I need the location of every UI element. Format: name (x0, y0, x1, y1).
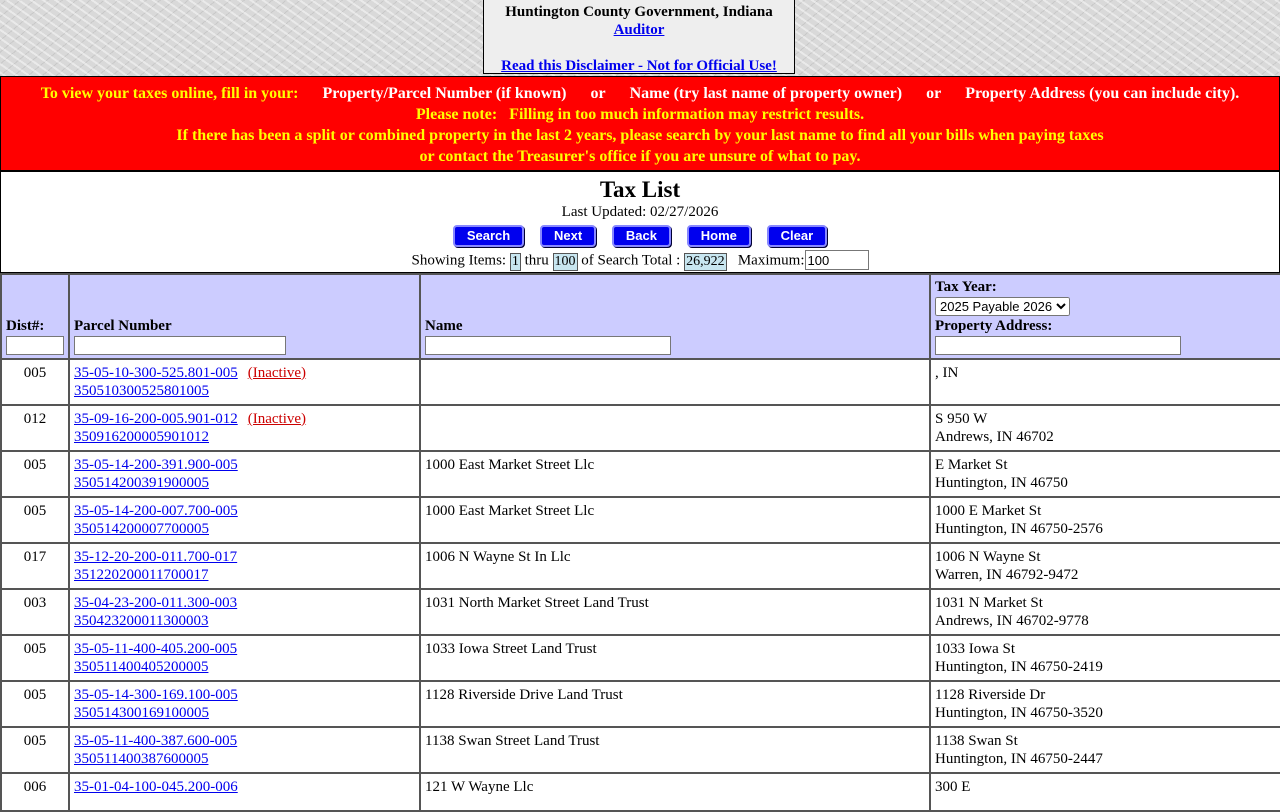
parcel-number-link[interactable]: 35-09-16-200-005.901-012 (74, 411, 238, 427)
address-line-1: 1033 Iowa St (935, 641, 1015, 657)
showing-to: 100 (554, 253, 576, 269)
dist-cell: 005 (1, 727, 69, 773)
property-address-cell (930, 635, 1280, 681)
property-address-cell (930, 359, 1280, 405)
search-total: 26,922 (686, 253, 725, 269)
parcel-number-link[interactable]: 35-05-14-200-391.900-005 (74, 457, 238, 473)
search-button[interactable]: Search (453, 225, 524, 247)
owner-name-cell (420, 359, 930, 405)
owner-name-cell: 1128 Riverside Drive Land Trust (420, 681, 930, 727)
owner-name-cell: 1138 Swan Street Land Trust (420, 727, 930, 773)
tax-year-label: Tax Year: (935, 279, 997, 295)
owner-name-cell: 121 W Wayne Llc (420, 773, 930, 811)
notice-or: or (926, 85, 942, 102)
parcel-id-link[interactable]: 350514200007700005 (74, 521, 209, 537)
dist-cell: 012 (1, 405, 69, 451)
parcel-number-link[interactable]: 35-05-10-300-525.801-005 (74, 365, 238, 381)
parcel-column-header (69, 274, 420, 359)
tax-year-select[interactable] (935, 297, 1070, 316)
action-buttons (1, 225, 1279, 247)
parcel-label: Parcel Number (74, 318, 172, 334)
county-government-title: Huntington County Government, Indiana (505, 4, 773, 20)
last-updated: Last Updated: 02/27/2026 (561, 204, 719, 220)
parcel-id-link[interactable]: 350510300525801005 (74, 383, 209, 399)
inactive-link[interactable]: (Inactive) (247, 365, 307, 381)
name-label: Name (425, 318, 463, 334)
address-line-1: 1031 N Market St (935, 595, 1043, 611)
clear-button[interactable]: Clear (767, 225, 828, 247)
thru-label: thru (524, 252, 549, 269)
notice-line-1 (1, 83, 1279, 104)
address-line-1: S 950 W (935, 411, 988, 427)
parcel-number-link[interactable]: 35-05-14-200-007.700-005 (74, 503, 238, 519)
parcel-number-link[interactable]: 35-12-20-200-011.700-017 (74, 549, 238, 565)
dist-cell: 006 (1, 773, 69, 811)
address-line-2: Huntington, IN 46750-2576 (935, 521, 1103, 537)
address-line-2: Huntington, IN 46750-2447 (935, 751, 1103, 767)
parcel-cell (69, 359, 420, 405)
table-row (1, 681, 1280, 727)
property-address-cell (930, 681, 1280, 727)
parcel-cell (69, 727, 420, 773)
parcel-cell (69, 497, 420, 543)
maximum-label: Maximum: (737, 252, 805, 269)
address-line-1: 1128 Riverside Dr (935, 687, 1046, 703)
parcel-number-link[interactable]: 35-05-14-300-169.100-005 (74, 687, 238, 703)
parcel-id-link[interactable]: 350514200391900005 (74, 475, 209, 491)
back-button[interactable]: Back (612, 225, 671, 247)
table-header-row (1, 274, 1280, 359)
inactive-badge[interactable] (248, 365, 306, 381)
property-address-cell (930, 405, 1280, 451)
address-line-1: 1006 N Wayne St (935, 549, 1041, 565)
dist-filter-input[interactable] (6, 336, 64, 355)
parcel-cell (69, 543, 420, 589)
parcel-cell (69, 681, 420, 727)
parcel-filter-input[interactable] (74, 336, 286, 355)
address-column-header (930, 274, 1280, 359)
parcel-cell (69, 451, 420, 497)
notice-line-3: If there has been a split or combined property in the last 2 years, please search by your last name to find all your bills when paying taxes (176, 127, 1104, 144)
page-title: Tax List (599, 177, 681, 202)
home-button[interactable]: Home (687, 225, 751, 247)
instructions-notice (0, 76, 1280, 171)
table-row (1, 635, 1280, 681)
address-line-1: 1000 E Market St (935, 503, 1042, 519)
notice-line-2: Please note: Filling in too much information may restrict results. (415, 106, 865, 123)
auditor-link[interactable]: Auditor (613, 22, 665, 38)
address-line-2: Huntington, IN 46750-3520 (935, 705, 1103, 721)
dist-cell: 003 (1, 589, 69, 635)
property-address-cell (930, 773, 1280, 811)
owner-name-cell: 1000 East Market Street Llc (420, 497, 930, 543)
table-row (1, 773, 1280, 811)
owner-name-cell: 1000 East Market Street Llc (420, 451, 930, 497)
parcel-cell (69, 773, 420, 811)
table-row (1, 589, 1280, 635)
table-row (1, 359, 1280, 405)
parcel-id-link[interactable]: 350511400387600005 (74, 751, 209, 767)
table-row (1, 451, 1280, 497)
showing-label: Showing Items: (411, 252, 507, 269)
property-address-cell (930, 451, 1280, 497)
parcel-number-link[interactable]: 35-05-11-400-387.600-005 (74, 733, 238, 749)
total-label: of Search Total : (581, 252, 681, 269)
table-row (1, 543, 1280, 589)
table-row (1, 727, 1280, 773)
notice-line-4: or contact the Treasurer's office if you are unsure of what to pay. (419, 148, 861, 165)
address-line-1: 1138 Swan St (935, 733, 1018, 749)
owner-name-cell: 1031 North Market Street Land Trust (420, 589, 930, 635)
owner-name-cell (420, 405, 930, 451)
owner-name-cell: 1006 N Wayne St In Llc (420, 543, 930, 589)
property-address-cell (930, 727, 1280, 773)
notice-option-parcel: Property/Parcel Number (if known) (322, 85, 567, 102)
address-line-2: Andrews, IN 46702-9778 (935, 613, 1089, 629)
address-line-1: E Market St (935, 457, 1008, 473)
notice-option-name: Name (try last name of property owner) (629, 85, 903, 102)
property-address-cell (930, 497, 1280, 543)
dist-cell: 005 (1, 497, 69, 543)
property-address-label: Property Address: (935, 318, 1053, 334)
notice-option-address: Property Address (you can include city). (965, 85, 1240, 102)
notice-or: or (590, 85, 606, 102)
notice-lead: To view your taxes online, fill in your: (40, 85, 299, 102)
property-address-cell (930, 589, 1280, 635)
parcel-id-link[interactable]: 351220200011700017 (74, 567, 209, 583)
tax-list-table (0, 273, 1280, 812)
dist-cell: 005 (1, 681, 69, 727)
top-banner (483, 0, 795, 74)
dist-column-header (1, 274, 69, 359)
parcel-id-link[interactable]: 350514300169100005 (74, 705, 209, 721)
inactive-badge[interactable] (248, 411, 306, 427)
dist-cell: 005 (1, 451, 69, 497)
address-line-2: Andrews, IN 46702 (935, 429, 1054, 445)
table-row (1, 497, 1280, 543)
address-line-2: Warren, IN 46792-9472 (935, 567, 1079, 583)
showing-items (1, 250, 1279, 271)
parcel-id-link[interactable]: 350916200005901012 (74, 429, 209, 445)
table-row (1, 405, 1280, 451)
parcel-number-link[interactable]: 35-05-11-400-405.200-005 (74, 641, 238, 657)
name-column-header (420, 274, 930, 359)
address-line-2: Huntington, IN 46750-2419 (935, 659, 1103, 675)
address-filter-input[interactable] (935, 336, 1181, 355)
parcel-number-link[interactable]: 35-04-23-200-011.300-003 (74, 595, 238, 611)
name-filter-input[interactable] (425, 336, 671, 355)
parcel-cell (69, 405, 420, 451)
address-line-1: 300 E (935, 779, 971, 795)
dist-label: Dist#: (6, 318, 45, 334)
disclaimer-link[interactable]: Read this Disclaimer - Not for Official Use! (501, 58, 777, 74)
property-address-cell (930, 543, 1280, 589)
parcel-cell (69, 635, 420, 681)
address-line-1: , IN (935, 365, 959, 381)
dist-cell: 017 (1, 543, 69, 589)
dist-cell: 005 (1, 359, 69, 405)
owner-name-cell: 1033 Iowa Street Land Trust (420, 635, 930, 681)
dist-cell: 005 (1, 635, 69, 681)
next-button[interactable]: Next (540, 225, 596, 247)
parcel-cell (69, 589, 420, 635)
address-line-2: Huntington, IN 46750 (935, 475, 1068, 491)
maximum-input[interactable] (805, 250, 869, 270)
tax-list-header (0, 171, 1280, 273)
showing-from: 1 (511, 253, 519, 269)
parcel-number-link[interactable]: 35-01-04-100-045.200-006 (74, 779, 238, 795)
parcel-id-link[interactable]: 350511400405200005 (74, 659, 209, 675)
parcel-id-link[interactable]: 350423200011300003 (74, 613, 209, 629)
inactive-link[interactable]: (Inactive) (247, 411, 307, 427)
